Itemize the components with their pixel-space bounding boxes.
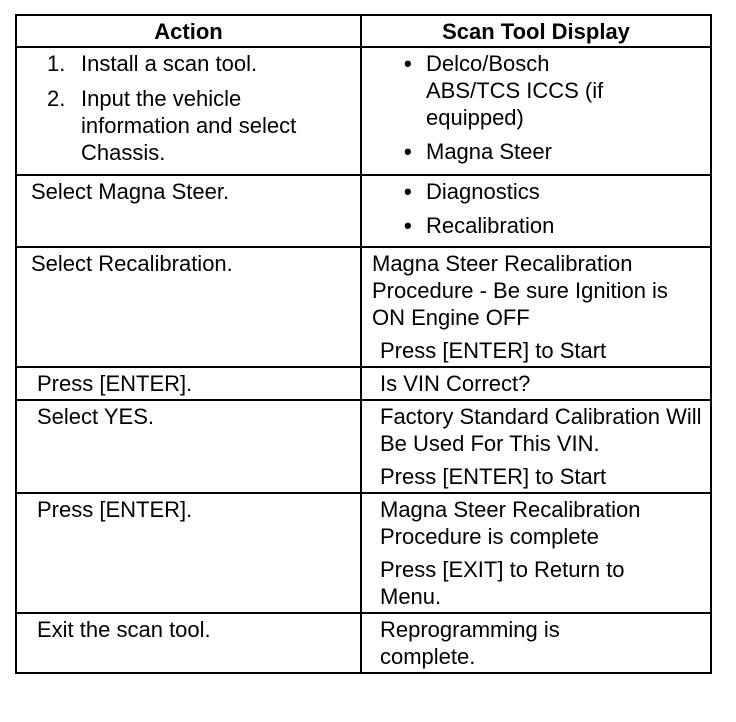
display-text: Magna Steer Recalibration Procedure - Be sure Ignition is ON Engine OFF <box>372 251 668 330</box>
procedure-table <box>15 14 712 674</box>
display-bullet-list <box>372 50 704 165</box>
table-row <box>16 175 711 247</box>
table-row <box>16 247 711 367</box>
bullet-text: Diagnostics <box>426 179 540 204</box>
step-number: 2. <box>47 86 66 111</box>
bullet-icon: • <box>404 179 412 204</box>
action-cell: Press [ENTER]. <box>16 493 361 613</box>
table-row <box>16 47 711 175</box>
display-cell <box>361 247 711 367</box>
bullet-text: Delco/Bosch ABS/TCS ICCS (if equipped) <box>426 51 604 130</box>
display-text: Is VIN Correct? <box>380 371 531 396</box>
table-row <box>16 367 711 400</box>
step-list <box>31 50 352 166</box>
action-column-header: Action <box>16 15 361 47</box>
display-text: Press [ENTER] to Start <box>380 464 607 489</box>
table-row <box>16 613 711 673</box>
step-number: 1. <box>47 51 66 76</box>
action-cell: Press [ENTER]. <box>16 367 361 400</box>
action-cell: Exit the scan tool. <box>16 613 361 673</box>
display-cell <box>361 493 711 613</box>
display-cell <box>361 367 711 400</box>
bullet-item <box>404 178 704 205</box>
display-cell <box>361 175 711 247</box>
display-cell <box>361 47 711 175</box>
display-cell <box>361 400 711 493</box>
display-bullet-list <box>372 178 704 239</box>
bullet-item <box>404 50 704 131</box>
bullet-icon: • <box>404 213 412 238</box>
table-row <box>16 400 711 493</box>
step-text: Input the vehicle information and select Chassis. <box>81 86 297 165</box>
step-item <box>47 50 352 77</box>
table-row <box>16 493 711 613</box>
step-item <box>47 85 352 166</box>
step-text: Install a scan tool. <box>81 51 258 76</box>
action-cell <box>16 47 361 175</box>
bullet-item <box>404 212 704 239</box>
display-text: Factory Standard Calibration Will Be Used For This VIN. <box>380 404 702 456</box>
bullet-text: Recalibration <box>426 213 555 238</box>
action-cell: Select YES. <box>16 400 361 493</box>
display-cell <box>361 613 711 673</box>
action-cell: Select Magna Steer. <box>16 175 361 247</box>
bullet-icon: • <box>404 51 412 76</box>
bullet-text: Magna Steer <box>426 139 552 164</box>
bullet-item <box>404 138 704 165</box>
bullet-icon: • <box>404 139 412 164</box>
display-column-header: Scan Tool Display <box>361 15 711 47</box>
action-cell: Select Recalibration. <box>16 247 361 367</box>
display-text: Press [ENTER] to Start <box>380 338 607 363</box>
header-row <box>16 15 711 47</box>
display-text: Reprogramming is complete. <box>380 617 560 669</box>
display-text: Magna Steer Recalibration Procedure is complete <box>380 497 641 549</box>
display-text: Press [EXIT] to Return to Menu. <box>380 557 625 609</box>
